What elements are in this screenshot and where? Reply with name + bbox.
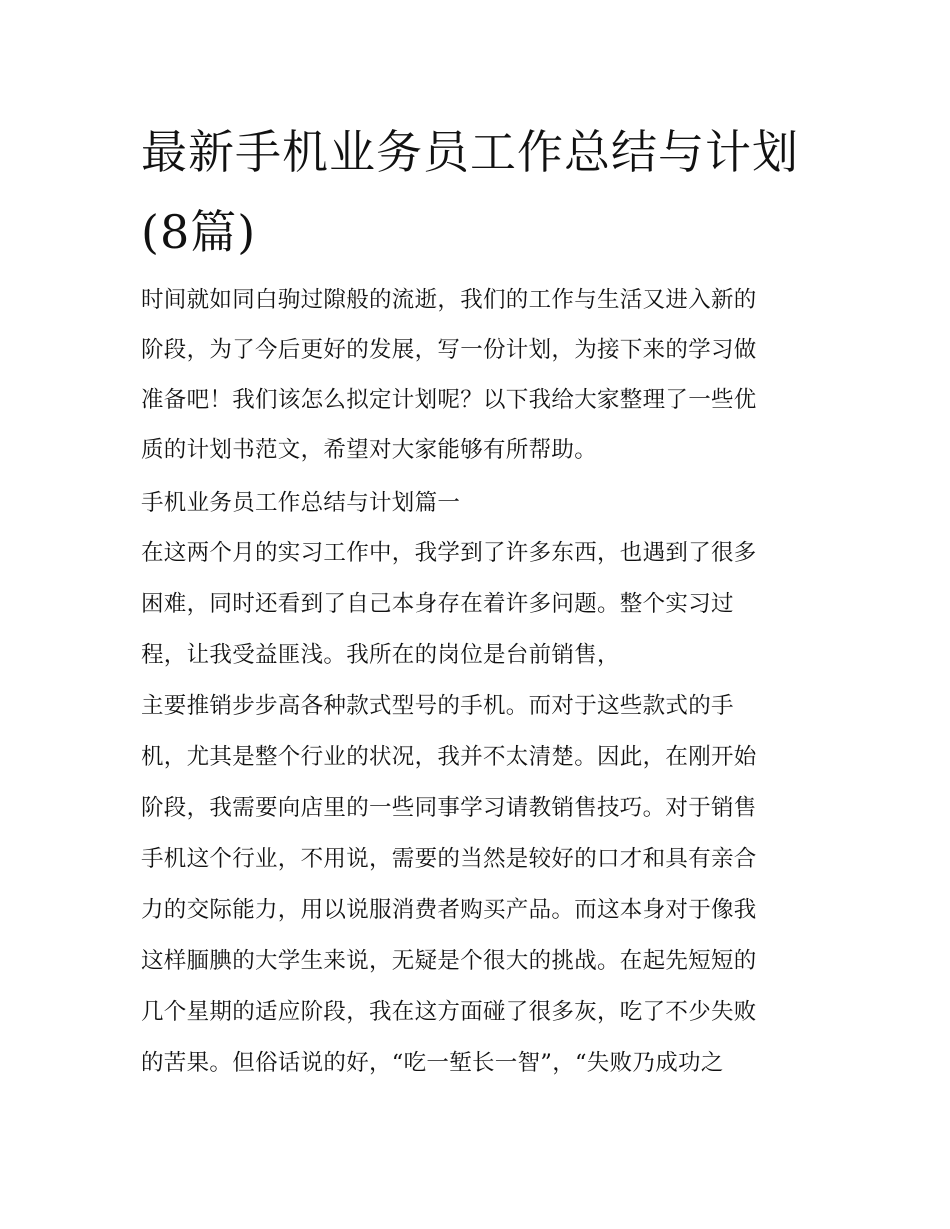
intro-line-4: 质的计划书范文，希望对大家能够有所帮助。 bbox=[141, 437, 598, 463]
intro-line-1: 时间就如同白驹过隙般的流逝，我们的工作与生活又进入新的 bbox=[141, 287, 757, 313]
body-line-10: 几个星期的适应阶段，我在这方面碰了很多灰，吃了不少失败 bbox=[141, 999, 757, 1025]
body-line-8: 力的交际能力，用以说服消费者购买产品。而这本身对于像我 bbox=[141, 897, 757, 923]
body-line-3: 程，让我受益匪浅。我所在的岗位是台前销售， bbox=[141, 642, 620, 668]
body-line-2: 困难，同时还看到了自己本身存在着许多问题。整个实习过 bbox=[141, 591, 734, 617]
document-title: 最新手机业务员工作总结与计划(8篇) bbox=[141, 125, 799, 259]
intro-line-2: 阶段，为了今后更好的发展，写一份计划，为接下来的学习做 bbox=[141, 337, 757, 363]
body-line-11: 的苦果。但俗话说的好，“吃一堑长一智”，“失败乃成功之 bbox=[141, 1050, 724, 1076]
body-line-5: 机，尤其是整个行业的状况，我并不太清楚。因此，在刚开始 bbox=[141, 744, 757, 770]
section-heading: 手机业务员工作总结与计划篇一 bbox=[141, 490, 461, 516]
body-line-4: 主要推销步步高各种款式型号的手机。而对于这些款式的手 bbox=[141, 693, 734, 719]
body-line-6: 阶段，我需要向店里的一些同事学习请教销售技巧。对于销售 bbox=[141, 795, 757, 821]
intro-line-3: 准备吧！我们该怎么拟定计划呢？以下我给大家整理了一些优 bbox=[141, 387, 757, 413]
body-line-7: 手机这个行业，不用说，需要的当然是较好的口才和具有亲合 bbox=[141, 846, 757, 872]
body-line-1: 在这两个月的实习工作中，我学到了许多东西，也遇到了很多 bbox=[141, 540, 757, 566]
body-line-9: 这样腼腆的大学生来说，无疑是个很大的挑战。在起先短短的 bbox=[141, 948, 757, 974]
